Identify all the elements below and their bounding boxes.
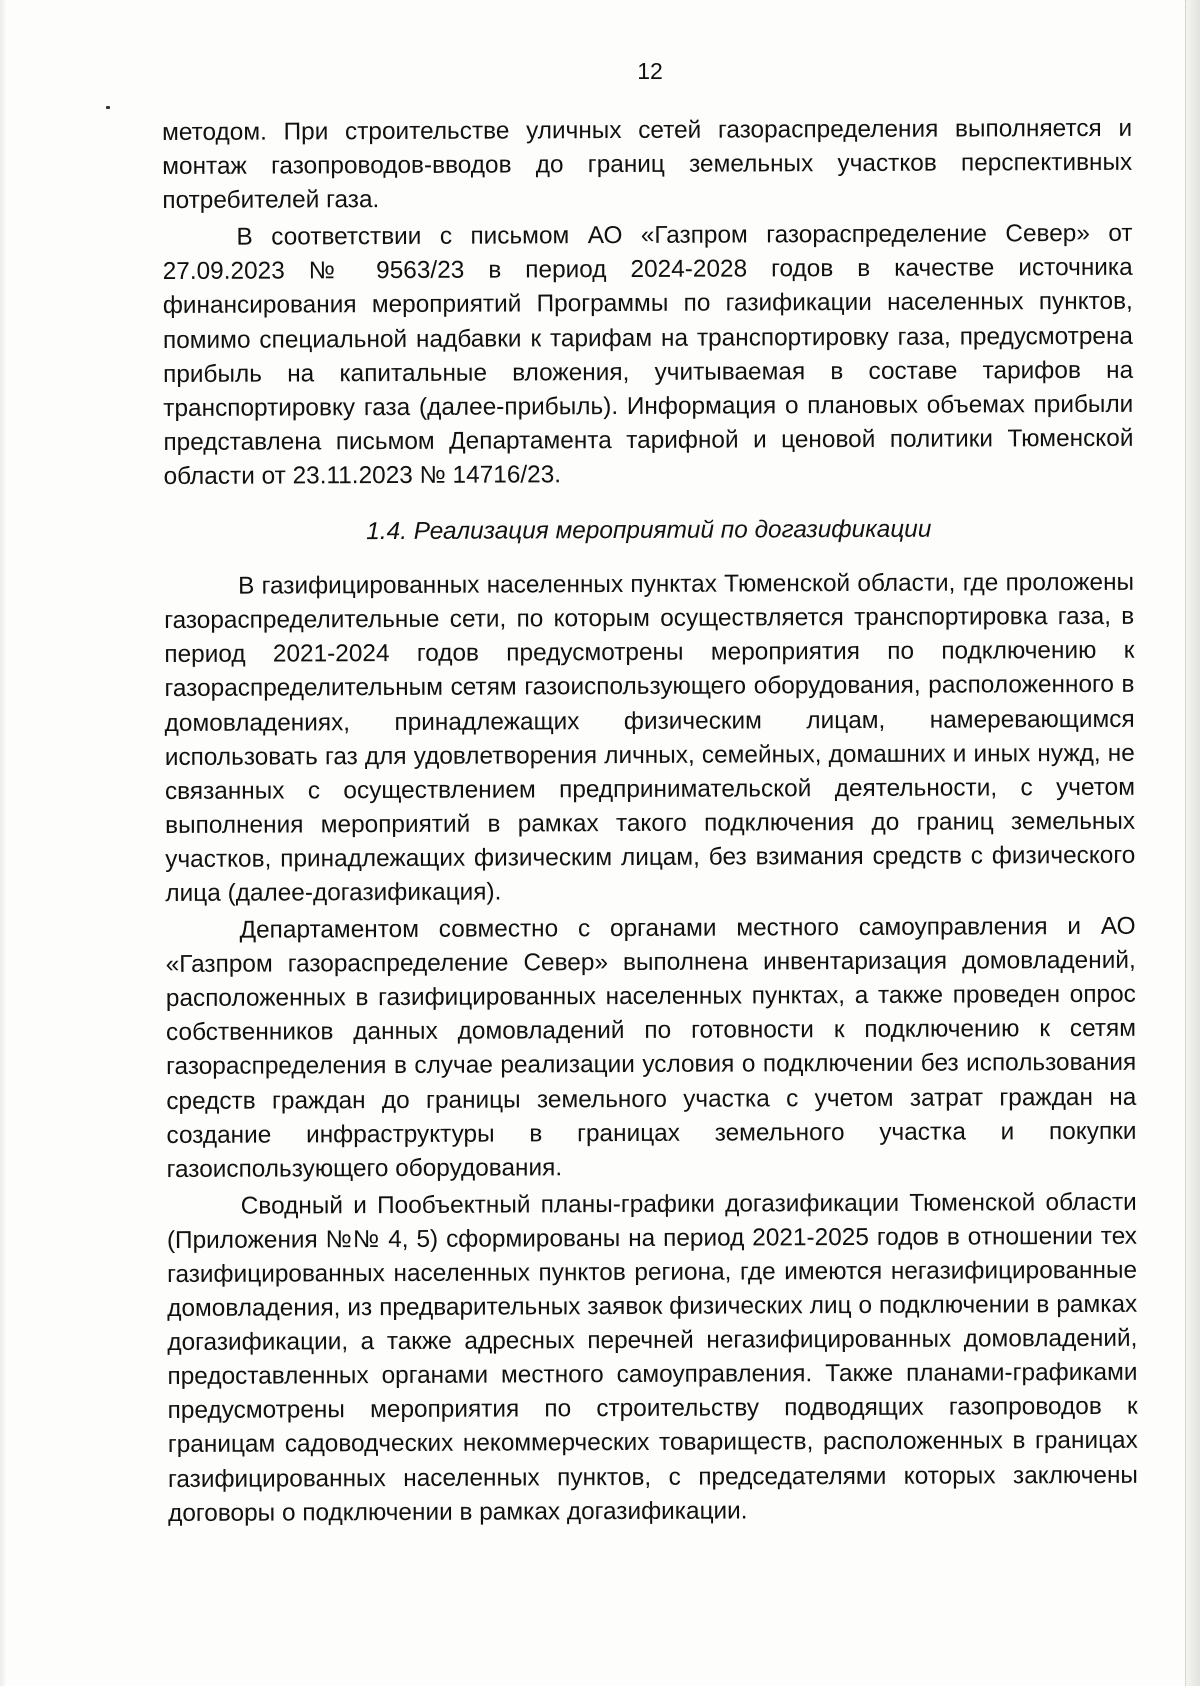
scan-edge-right — [1185, 0, 1200, 1686]
paragraph-dogasification-definition: В газифицированных населенных пунктах Тюменской области, где проложены газораспределительные сети, по которым осуществляется транспортировка газа, в период 2021-2024 годов предусмотрены мероприятия по подключению к газораспределительным сетям газоиспользующего оборудования, расположенного в домовладениях, принадлежащих физическим лицам, намеревающимся использовать газ для удовлетворения личных, семейных, домашних и иных нужд, не связанных с осуществлением предпринимательской деятельности, с учетом выполнения мероприятий в рамках такого подключения до границ земельных участков, принадлежащих физическим лицам, без взимания средств с физического лица (далее-догазификация). — [164, 568, 1136, 907]
paragraph-continuation: методом. При строительстве уличных сетей газораспределения выполняется и монтаж газопроводов-вводов до границ земельных участков перспективных потребителей газа. — [162, 114, 1133, 215]
document-body — [162, 112, 1138, 1531]
paragraph-funding-source: В соответствии с письмом АО «Газпром газораспределение Север» от 27.09.2023 № 9563/23 в период 2024-2028 годов в качестве источника финансирования мероприятий Программы по газификации населенных пунктов, помимо специальной надбавки к тарифам на транспортировку газа, предусмотрена прибыль на капитальные вложения, учитываемая в составе тарифов на транспортировку газа (далее-прибыль). Информация о плановых объемах прибыли представлена письмом Департамента тарифной и ценовой политики Тюменской области от 23.11.2023 № 14716/23. — [162, 220, 1134, 490]
page-number: 12 — [637, 58, 663, 84]
scan-speck — [106, 106, 110, 109]
paragraph-inventory: Департаментом совместно с органами местного самоуправления и АО «Газпром газораспределение Север» выполнена инвентаризация домовладений, расположенных в газифицированных населенных пунктах, а также проведен опрос собственников данных домовладений по готовности к подключению к сетям газораспределения в случае реализации условия о подключении без использования средств граждан до границы земельного участка с учетом затрат граждан на создание инфраструктуры в границах земельного участка и покупки газоиспользующего оборудования. — [165, 912, 1137, 1183]
scan-edge-left — [0, 0, 6, 1686]
section-heading: 1.4. Реализация мероприятий по догазификации — [366, 515, 932, 546]
paragraph-schedules: Сводный и Пообъектный планы-графики догазификации Тюменской области (Приложения №№ 4, 5) сформированы на период 2021-2025 годов в отношении тех газифицированных населенных пунктов региона, где имеются негазифицированные домовладения, из предварительных заявок физических лиц о подключении в рамках догазификации, а также адресных перечней негазифицированных домовладений, предоставленных органами местного самоуправления. Также планами-графиками предусмотрены мероприятия по строительству подводящих газопроводов к границам садоводческих некоммерческих товариществ, расположенных в границах газифицированных населенных пунктов, с председателями которых заключены договоры о подключении в рамках догазификации. — [166, 1188, 1138, 1527]
